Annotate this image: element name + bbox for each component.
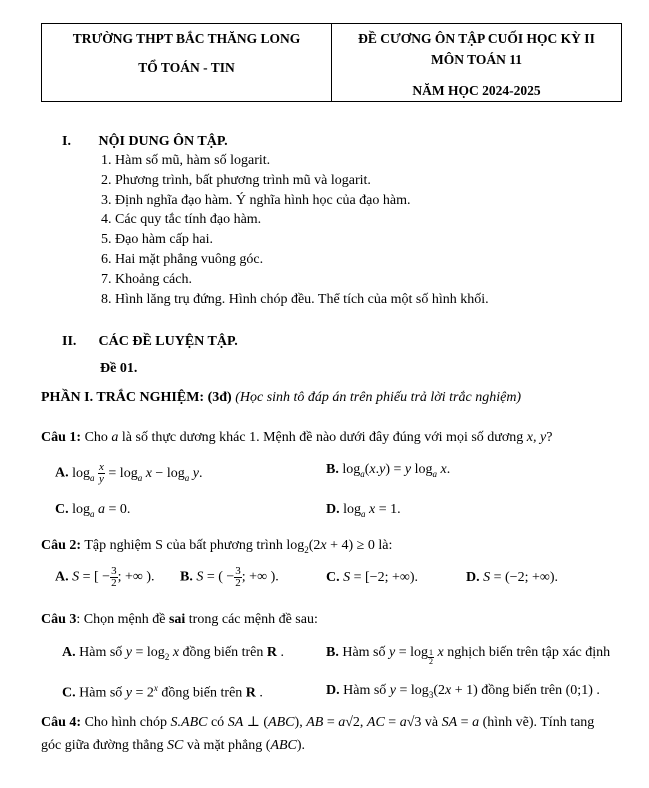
option-label: C. xyxy=(62,685,76,701)
department-name: TỔ TOÁN - TIN xyxy=(138,60,235,75)
option-text: đồng biến trên xyxy=(481,683,563,698)
option-label: C. xyxy=(55,502,69,517)
list-item: 3. Định nghĩa đạo hàm. Ý nghĩa hình học của đạo hàm. xyxy=(101,192,411,208)
q3-option-a: A. Hàm số $y = \log_2 x$ đồng biến trên R . xyxy=(62,645,285,662)
section1-num: I. xyxy=(62,134,71,149)
option-text: đồng biến trên xyxy=(161,685,243,701)
section2-num: II. xyxy=(62,334,77,349)
q2-option-d: D. S = (−2; +∞). xyxy=(466,570,559,585)
q1-option-a: A. $\log_a$ $\frac{x}{y}$ = $\log_a x - \log_a y$. xyxy=(55,461,203,485)
exam-number: Đề 01. xyxy=(100,361,138,376)
q3-option-d: D. Hàm số $y = \log_3(2x + 1)$ đồng biến trên (0;1) . xyxy=(326,683,600,700)
header-table xyxy=(41,23,622,102)
section2-title: CÁC ĐỀ LUYỆN TẬP. xyxy=(98,334,238,349)
question-4: Câu 4: Cho hình chóp S.ABC có SA ⊥ (ABC), AB = a√2, AC = a√3 và SA = a (hình vẽ). Tính tang xyxy=(41,715,595,730)
q2-option-c: C. S = [−2; +∞). xyxy=(326,570,419,585)
list-item: 1. Hàm số mũ, hàm số logarit. xyxy=(101,153,271,168)
q1-text: . Mệnh đề nào dưới đây đúng với mọi số dương xyxy=(256,430,524,445)
list-item: 7. Khoảng cách. xyxy=(101,271,192,287)
q3-label: Câu 3 xyxy=(41,612,77,627)
list-item: 5. Đạo hàm cấp hai. xyxy=(101,232,213,248)
q4-label: Câu 4: xyxy=(41,715,82,730)
header-left xyxy=(42,24,332,101)
q2-option-a: A. S = [ − $\frac{3}{2}$ ; +∞ ). xyxy=(55,565,155,589)
option-text: Hàm số xyxy=(79,645,123,660)
option-text: Hàm số xyxy=(343,683,387,698)
option-label: A. xyxy=(55,465,69,481)
option-label: D. xyxy=(466,570,480,585)
question-3 xyxy=(41,612,318,628)
q3-text: trong các mệnh đề sau: xyxy=(188,612,318,627)
q1-option-b: B. $\log_a(x.y) = y$ $\log_a x$. xyxy=(326,462,451,479)
q4-text: Cho hình chóp xyxy=(84,715,168,730)
q3-emphasis: sai xyxy=(168,612,186,627)
q3-text: : Chọn mệnh đề xyxy=(76,612,166,627)
option-text: Hàm số xyxy=(79,685,123,701)
list-item: 6. Hai mặt phẳng vuông góc. xyxy=(101,251,264,267)
part1-title: PHẦN I. TRẮC NGHIỆM: (3đ) xyxy=(41,390,232,405)
section1-list xyxy=(101,151,489,309)
school-name: TRƯỜNG THPT BẮC THĂNG LONG xyxy=(72,31,301,46)
q1-text: Cho xyxy=(84,430,108,445)
option-label: D. xyxy=(326,683,340,698)
option-label: B. xyxy=(180,569,193,585)
doc-title: ĐỀ CƯƠNG ÔN TẬP CUỐI HỌC KỲ II xyxy=(358,31,595,46)
q4-text: có xyxy=(210,715,225,730)
option-label: C. xyxy=(326,570,340,585)
q1-text: là số thực dương khác xyxy=(121,430,246,445)
part1-heading xyxy=(41,390,521,406)
q4-text: (hình vẽ). Tính tang xyxy=(482,715,595,730)
question-2: Câu 2: Tập nghiệm S của bất phương trình $\log_2(2x + 4) \ge 0$ là: xyxy=(41,538,393,555)
option-text: đồng biến trên xyxy=(182,645,264,660)
q3-option-b: B. Hàm số y = log $_{\frac{1}{2}}$ x nghịch biến trên tập xác định xyxy=(326,645,611,667)
section1-title: NỘI DUNG ÔN TẬP. xyxy=(98,134,228,149)
section1-heading xyxy=(62,134,228,150)
q4-text: và xyxy=(424,715,439,730)
option-label: A. xyxy=(62,645,76,660)
question-4-line2: góc giữa đường thẳng SC và mặt phẳng (ABC). xyxy=(41,738,306,753)
header-right xyxy=(332,24,621,101)
option-label: A. xyxy=(55,569,69,585)
q1-label: Câu 1: xyxy=(41,430,82,445)
q2-text: Tập nghiệm S của bất phương trình xyxy=(84,538,283,553)
school-year: NĂM HỌC 2024-2025 xyxy=(412,83,541,98)
q2-option-b: B. S = ( − $\frac{3}{2}$ ; +∞ ). xyxy=(180,565,279,589)
option-label: B. xyxy=(326,462,339,477)
q4-text: góc giữa đường thẳng xyxy=(41,738,164,753)
list-item: 4. Các quy tắc tính đạo hàm. xyxy=(101,212,262,228)
option-label: B. xyxy=(326,645,339,660)
q1-option-d: D. $\log_a x = 1$. xyxy=(326,502,401,519)
q1-option-c: C. $\log_a a = 0$. xyxy=(55,502,131,519)
q3-option-c: C. Hàm số $y = 2^x$ đồng biến trên R . xyxy=(62,683,263,701)
option-text: nghịch biến trên tập xác định xyxy=(447,645,611,660)
list-item: 8. Hình lăng trụ đứng. Hình chóp đều. Thể tích của một số hình khối. xyxy=(101,291,489,307)
section2-heading xyxy=(62,334,238,350)
q4-text: và mặt phẳng xyxy=(186,738,263,753)
q2-text: là: xyxy=(378,538,393,553)
question-1: Câu 1: Cho a là số thực dương khác 1. Mệnh đề nào dưới đây đúng với mọi số dương x, y? xyxy=(41,430,553,445)
option-label: D. xyxy=(326,502,340,517)
option-text: Hàm số xyxy=(342,645,386,660)
q2-label: Câu 2: xyxy=(41,538,82,553)
list-item: 2. Phương trình, bất phương trình mũ và logarit. xyxy=(101,172,371,188)
part1-note: (Học sinh tô đáp án trên phiếu trả lời trắc nghiệm) xyxy=(235,390,522,405)
subject: MÔN TOÁN 11 xyxy=(430,52,522,67)
